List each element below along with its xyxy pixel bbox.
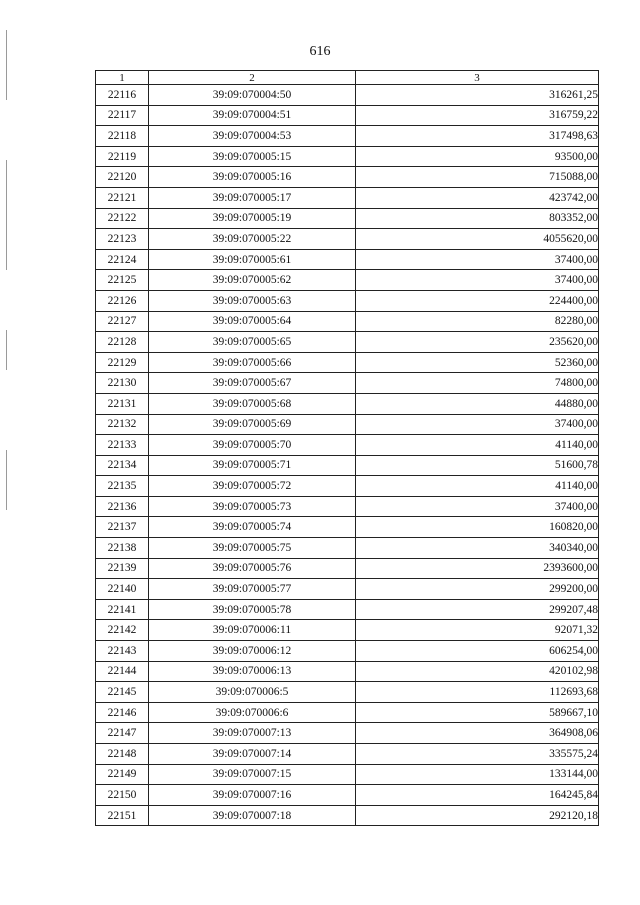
row-number-cell: 22132 [96, 414, 149, 435]
row-number-cell: 22143 [96, 641, 149, 662]
table-row [96, 373, 599, 394]
row-number-cell: 22129 [96, 352, 149, 373]
table-row [96, 538, 599, 559]
value-cell: 112693,68 [356, 682, 599, 703]
value-cell: 44880,00 [356, 393, 599, 414]
table-row [96, 249, 599, 270]
value-cell: 93500,00 [356, 146, 599, 167]
cadastral-number-cell: 39:09:070006:11 [149, 620, 356, 641]
row-number-cell: 22119 [96, 146, 149, 167]
value-cell: 340340,00 [356, 538, 599, 559]
cadastral-number-cell: 39:09:070005:17 [149, 187, 356, 208]
row-number-cell: 22145 [96, 682, 149, 703]
cadastral-number-cell: 39:09:070005:73 [149, 496, 356, 517]
cadastral-number-cell: 39:09:070005:77 [149, 579, 356, 600]
row-number-cell: 22137 [96, 517, 149, 538]
value-cell: 364908,06 [356, 723, 599, 744]
value-cell: 335575,24 [356, 744, 599, 765]
cadastral-number-cell: 39:09:070004:51 [149, 105, 356, 126]
cadastral-number-cell: 39:09:070005:15 [149, 146, 356, 167]
cadastral-number-cell: 39:09:070004:53 [149, 126, 356, 147]
table-row [96, 641, 599, 662]
row-number-cell: 22117 [96, 105, 149, 126]
value-cell: 317498,63 [356, 126, 599, 147]
cadastral-number-cell: 39:09:070007:16 [149, 785, 356, 806]
table-row [96, 270, 599, 291]
scan-margin-mark [6, 330, 7, 370]
table-row [96, 105, 599, 126]
row-number-cell: 22142 [96, 620, 149, 641]
value-cell: 51600,78 [356, 455, 599, 476]
table-row [96, 290, 599, 311]
scan-margin-mark [6, 450, 7, 510]
row-number-cell: 22148 [96, 744, 149, 765]
table-row [96, 496, 599, 517]
cadastral-number-cell: 39:09:070005:78 [149, 599, 356, 620]
row-number-cell: 22135 [96, 476, 149, 497]
table-header-row [96, 71, 599, 85]
value-cell: 235620,00 [356, 332, 599, 353]
row-number-cell: 22120 [96, 167, 149, 188]
table-row [96, 805, 599, 826]
value-cell: 133144,00 [356, 764, 599, 785]
cadastral-number-cell: 39:09:070007:13 [149, 723, 356, 744]
row-number-cell: 22118 [96, 126, 149, 147]
row-number-cell: 22131 [96, 393, 149, 414]
cadastral-number-cell: 39:09:070005:65 [149, 332, 356, 353]
table-body [96, 85, 599, 826]
table-row [96, 785, 599, 806]
value-cell: 4055620,00 [356, 229, 599, 250]
table-row [96, 352, 599, 373]
column-header-3: 3 [356, 71, 599, 85]
value-cell: 224400,00 [356, 290, 599, 311]
row-number-cell: 22151 [96, 805, 149, 826]
scan-margin-mark [6, 160, 7, 270]
table-row [96, 146, 599, 167]
table-row [96, 517, 599, 538]
table-row [96, 229, 599, 250]
cadastral-number-cell: 39:09:070005:22 [149, 229, 356, 250]
value-cell: 292120,18 [356, 805, 599, 826]
table-row [96, 579, 599, 600]
table-row [96, 435, 599, 456]
row-number-cell: 22149 [96, 764, 149, 785]
table-row [96, 126, 599, 147]
cadastral-number-cell: 39:09:070006:5 [149, 682, 356, 703]
column-header-1: 1 [96, 71, 149, 85]
row-number-cell: 22116 [96, 85, 149, 106]
value-cell: 606254,00 [356, 641, 599, 662]
value-cell: 37400,00 [356, 270, 599, 291]
cadastral-number-cell: 39:09:070006:12 [149, 641, 356, 662]
cadastral-number-cell: 39:09:070007:18 [149, 805, 356, 826]
value-cell: 74800,00 [356, 373, 599, 394]
row-number-cell: 22130 [96, 373, 149, 394]
value-cell: 715088,00 [356, 167, 599, 188]
value-cell: 420102,98 [356, 661, 599, 682]
row-number-cell: 22146 [96, 702, 149, 723]
row-number-cell: 22125 [96, 270, 149, 291]
cadastral-number-cell: 39:09:070007:14 [149, 744, 356, 765]
table-row [96, 661, 599, 682]
table-row [96, 311, 599, 332]
table-row [96, 167, 599, 188]
table-row [96, 476, 599, 497]
row-number-cell: 22133 [96, 435, 149, 456]
table-row [96, 393, 599, 414]
cadastral-number-cell: 39:09:070006:6 [149, 702, 356, 723]
column-header-2: 2 [149, 71, 356, 85]
row-number-cell: 22144 [96, 661, 149, 682]
value-cell: 41140,00 [356, 435, 599, 456]
row-number-cell: 22124 [96, 249, 149, 270]
cadastral-number-cell: 39:09:070005:66 [149, 352, 356, 373]
cadastral-number-cell: 39:09:070005:67 [149, 373, 356, 394]
row-number-cell: 22147 [96, 723, 149, 744]
cadastral-number-cell: 39:09:070005:70 [149, 435, 356, 456]
row-number-cell: 22140 [96, 579, 149, 600]
value-cell: 316759,22 [356, 105, 599, 126]
cadastral-number-cell: 39:09:070005:74 [149, 517, 356, 538]
cadastral-number-cell: 39:09:070005:61 [149, 249, 356, 270]
row-number-cell: 22136 [96, 496, 149, 517]
table-row [96, 332, 599, 353]
row-number-cell: 22150 [96, 785, 149, 806]
value-cell: 52360,00 [356, 352, 599, 373]
row-number-cell: 22139 [96, 558, 149, 579]
cadastral-number-cell: 39:09:070005:75 [149, 538, 356, 559]
row-number-cell: 22141 [96, 599, 149, 620]
cadastral-number-cell: 39:09:070005:72 [149, 476, 356, 497]
row-number-cell: 22126 [96, 290, 149, 311]
row-number-cell: 22122 [96, 208, 149, 229]
cadastral-number-cell: 39:09:070005:76 [149, 558, 356, 579]
table-row [96, 599, 599, 620]
cadastral-number-cell: 39:09:070005:63 [149, 290, 356, 311]
cadastral-number-cell: 39:09:070006:13 [149, 661, 356, 682]
scan-margin-mark [6, 30, 7, 100]
row-number-cell: 22123 [96, 229, 149, 250]
value-cell: 160820,00 [356, 517, 599, 538]
cadastral-number-cell: 39:09:070005:69 [149, 414, 356, 435]
value-cell: 37400,00 [356, 414, 599, 435]
cadastral-number-cell: 39:09:070005:19 [149, 208, 356, 229]
table-row [96, 558, 599, 579]
value-cell: 589667,10 [356, 702, 599, 723]
cadastral-number-cell: 39:09:070004:50 [149, 85, 356, 106]
table-row [96, 764, 599, 785]
table-row [96, 85, 599, 106]
cadastral-number-cell: 39:09:070005:68 [149, 393, 356, 414]
table-row [96, 744, 599, 765]
cadastral-number-cell: 39:09:070005:16 [149, 167, 356, 188]
page-number: 616 [309, 44, 331, 59]
row-number-cell: 22138 [96, 538, 149, 559]
table-row [96, 414, 599, 435]
table-row [96, 620, 599, 641]
value-cell: 299207,48 [356, 599, 599, 620]
cadastral-number-cell: 39:09:070007:15 [149, 764, 356, 785]
value-cell: 164245,84 [356, 785, 599, 806]
row-number-cell: 22121 [96, 187, 149, 208]
row-number-cell: 22127 [96, 311, 149, 332]
value-cell: 37400,00 [356, 496, 599, 517]
cadastral-number-cell: 39:09:070005:64 [149, 311, 356, 332]
table-row [96, 208, 599, 229]
value-cell: 2393600,00 [356, 558, 599, 579]
table-row [96, 455, 599, 476]
value-cell: 423742,00 [356, 187, 599, 208]
table-row [96, 187, 599, 208]
value-cell: 316261,25 [356, 85, 599, 106]
cadastral-number-cell: 39:09:070005:62 [149, 270, 356, 291]
value-cell: 299200,00 [356, 579, 599, 600]
value-cell: 41140,00 [356, 476, 599, 497]
row-number-cell: 22134 [96, 455, 149, 476]
register-table [95, 70, 599, 826]
row-number-cell: 22128 [96, 332, 149, 353]
table-row [96, 702, 599, 723]
table-row [96, 723, 599, 744]
cadastral-number-cell: 39:09:070005:71 [149, 455, 356, 476]
value-cell: 37400,00 [356, 249, 599, 270]
value-cell: 82280,00 [356, 311, 599, 332]
value-cell: 92071,32 [356, 620, 599, 641]
table-row [96, 682, 599, 703]
value-cell: 803352,00 [356, 208, 599, 229]
